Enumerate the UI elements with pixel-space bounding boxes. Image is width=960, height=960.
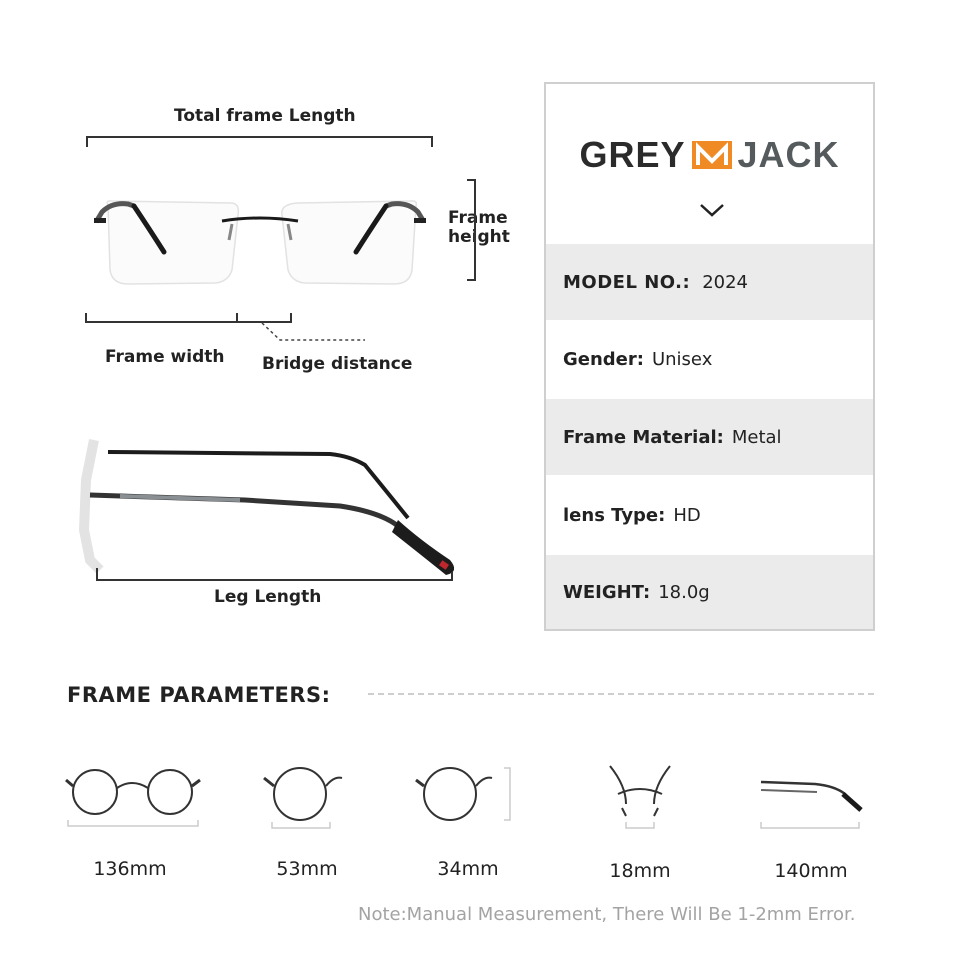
frame-parameters-title: FRAME PARAMETERS: <box>67 683 331 707</box>
bridge-glasses-icon <box>600 760 680 840</box>
spec-key: Frame Material: <box>563 426 724 448</box>
section-divider <box>368 692 876 696</box>
chevron-down-icon <box>699 202 725 218</box>
spec-value: Unisex <box>651 349 713 370</box>
param-value-lens-width: 53mm <box>276 858 338 880</box>
product-info-card <box>544 82 875 631</box>
spec-row-gender <box>546 320 873 399</box>
brand-name-left: GREY <box>579 134 686 175</box>
spec-value: Metal <box>731 426 782 448</box>
param-value-lens-height: 34mm <box>437 858 499 880</box>
total-length-glasses-icon <box>60 760 210 840</box>
spec-value: 2024 <box>702 271 749 293</box>
bridge-distance-label: Bridge distance <box>262 354 413 374</box>
brand-mark-icon <box>690 139 734 171</box>
spec-row-lens <box>546 475 873 555</box>
spec-key: lens Type: <box>563 504 666 526</box>
spec-key: MODEL NO.: <box>563 271 691 293</box>
spec-row-weight <box>546 555 873 629</box>
spec-row-model <box>546 244 873 320</box>
lens-width-glasses-icon <box>258 760 348 840</box>
param-value-total-length: 136mm <box>93 858 167 880</box>
measurement-note: Note:Manual Measurement, There Will Be 1-2mm Error. <box>358 904 856 925</box>
lens-height-glasses-icon <box>408 760 518 840</box>
brand-logo <box>546 134 873 176</box>
side-view-glasses-illustration <box>0 420 480 590</box>
frame-height-label-line2: height <box>448 227 510 247</box>
temple-length-icon <box>755 760 870 840</box>
total-frame-length-label: Total frame Length <box>174 106 356 126</box>
front-view-glasses-illustration <box>0 0 540 400</box>
spec-value: 18.0g <box>658 581 710 603</box>
spec-value: HD <box>673 504 701 526</box>
spec-key: Gender: <box>563 349 644 370</box>
frame-width-label: Frame width <box>105 347 225 367</box>
brand-name-right: JACK <box>737 134 840 175</box>
param-value-temple-length: 140mm <box>774 860 848 882</box>
frame-height-label-line1: Frame <box>448 208 508 228</box>
param-value-bridge: 18mm <box>609 860 671 882</box>
spec-row-material <box>546 399 873 475</box>
spec-key: WEIGHT: <box>563 581 651 603</box>
leg-length-label: Leg Length <box>214 587 322 607</box>
